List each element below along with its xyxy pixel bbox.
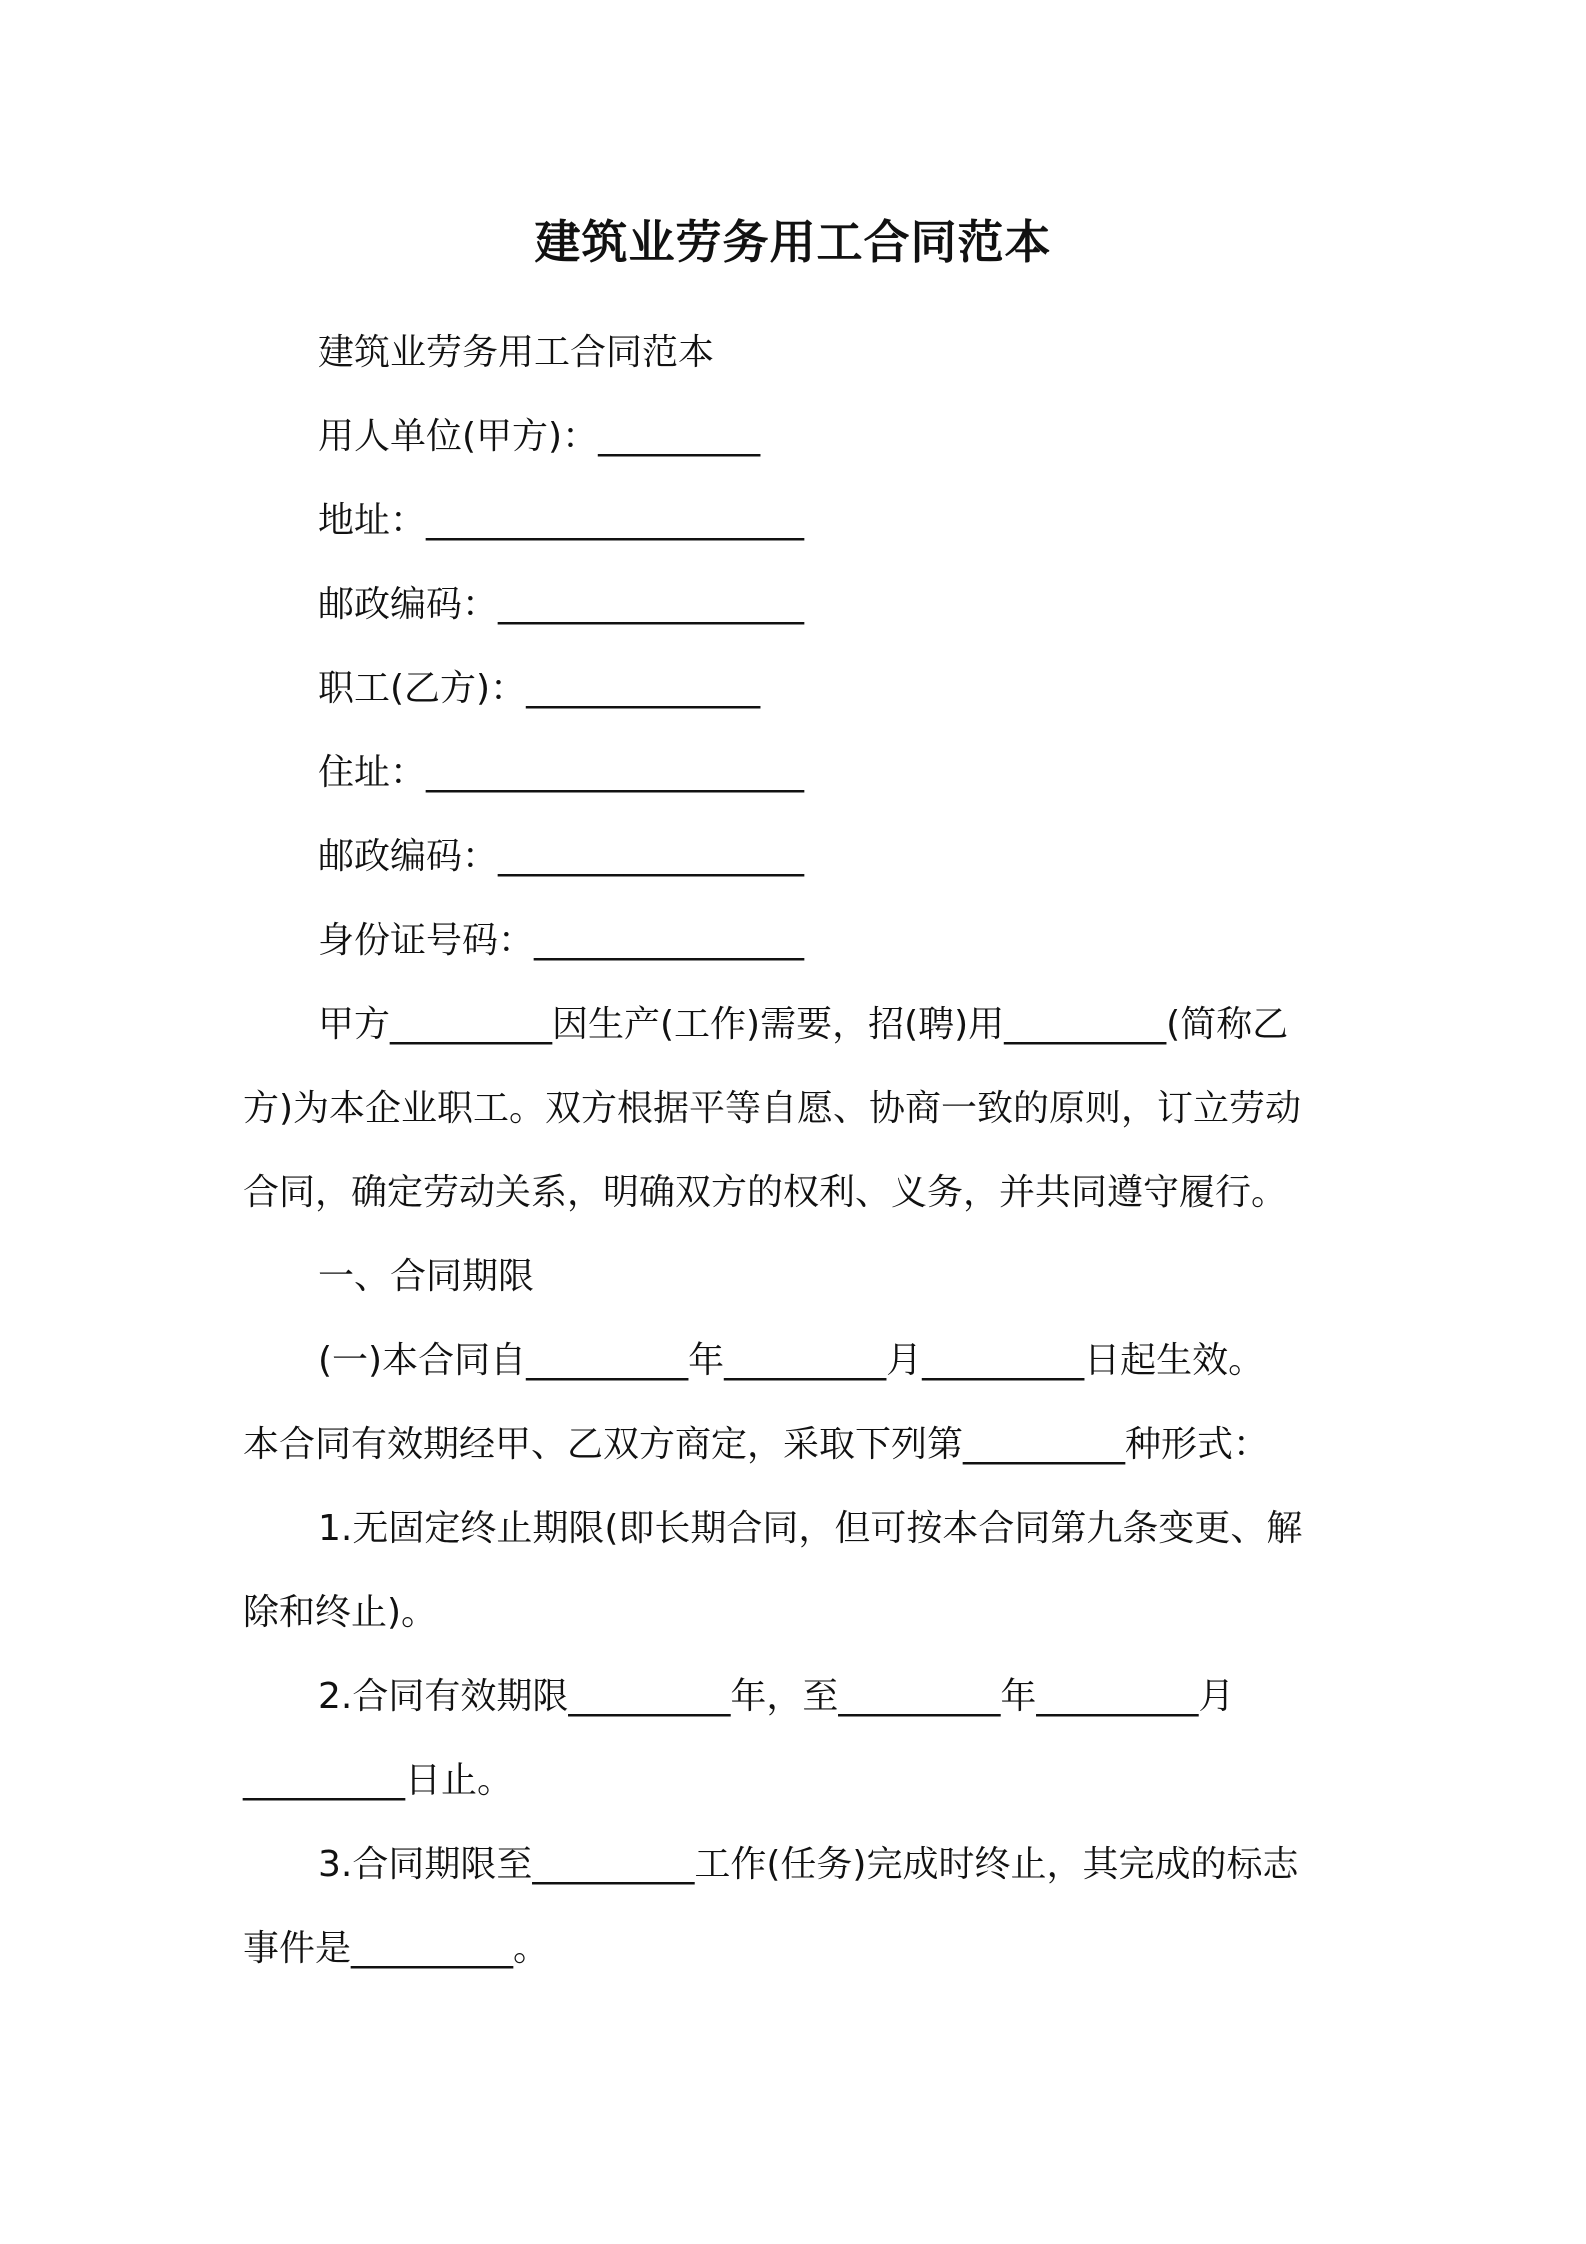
- preamble-line-2: 方)为本企业职工。双方根据平等自愿、协商一致的原则，订立劳动: [243, 1088, 1302, 1129]
- party-a-address-line: 地址：_____________________: [318, 500, 805, 541]
- document-title: 建筑业劳务用工合同范本: [534, 215, 1052, 269]
- preamble-line-1: 甲方_________因生产(工作)需要，招(聘)用_________(简称乙: [318, 1004, 1289, 1045]
- section-heading: 一、合同期限: [318, 1256, 535, 1297]
- option-2-line-2: _________日止。: [243, 1760, 514, 1801]
- party-b-postcode-line: 邮政编码：_________________: [318, 836, 805, 877]
- option-3-line-1: 3.合同期限至_________工作(任务)完成时终止，其完成的标志: [318, 1844, 1299, 1885]
- subtitle-line: 建筑业劳务用工合同范本: [318, 332, 715, 373]
- clause-1-line-1: (一)本合同自_________年_________月_________日起生效。: [318, 1340, 1265, 1381]
- party-b-address-line: 住址：_____________________: [318, 752, 805, 793]
- option-2-line-1: 2.合同有效期限_________年，至_________年_________月: [318, 1676, 1235, 1717]
- id-number-line: 身份证号码：_______________: [318, 920, 805, 961]
- option-3-line-2: 事件是_________。: [243, 1928, 550, 1969]
- party-a-postcode-line: 邮政编码：_________________: [318, 584, 805, 625]
- option-1-line-1: 1.无固定终止期限(即长期合同，但可按本合同第九条变更、解: [318, 1508, 1303, 1549]
- preamble-line-3: 合同，确定劳动关系，明确双方的权利、义务，并共同遵守履行。: [243, 1172, 1288, 1213]
- party-b-line: 职工(乙方)：_____________: [318, 668, 761, 709]
- option-1-line-2: 除和终止)。: [243, 1592, 438, 1633]
- clause-1-line-2: 本合同有效期经甲、乙双方商定，采取下列第_________种形式：: [243, 1424, 1270, 1465]
- party-a-line: 用人单位(甲方)：_________: [318, 416, 761, 457]
